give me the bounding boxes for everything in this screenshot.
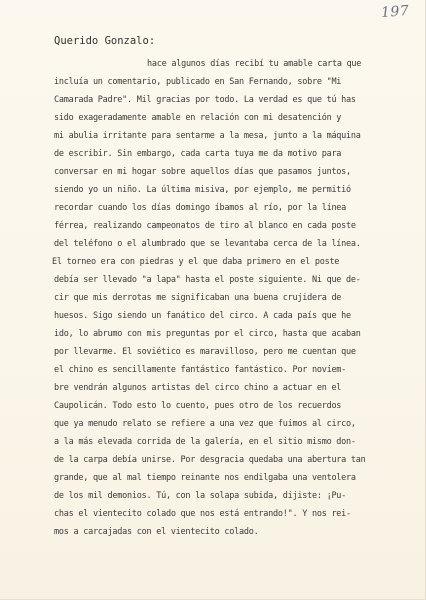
letter-line: sido exageradamente amable en relación con mi desatención y [54, 113, 342, 123]
letter-line: de la carpa debía unirse. Por desgracia quedaba una abertura tan [54, 455, 366, 465]
letter-line: incluía un comentario, publicado en San Fernando, sobre "Mi [54, 77, 342, 87]
letter-line: Caupolicán. Todo esto lo cuento, pues otro de los recuerdos [54, 401, 342, 411]
letter-line: chas el vientecito colado que nos está entrando!". Y nos rei- [54, 509, 351, 519]
letter-line: de escribir. Sin embargo, cada carta tuya me da motivo para [54, 149, 342, 159]
letter-line: bre vendrán algunos artistas del circo chino a actuar en el [54, 383, 342, 393]
letter-line: por llevarme. El soviético es maravilloso, pero me cuentan que [54, 347, 356, 357]
page-folio-number: 197 [380, 3, 410, 21]
letter-line: recordar cuando los días domingo íbamos al río, por la línea [54, 203, 347, 213]
letter-line: grande, que al mal tiempo reinante nos endilgaba una ventolera [54, 473, 356, 483]
letter-line: que ya menudo relato se refiere a una vez que fuimos al circo, [54, 419, 356, 429]
letter-line: a la más elevada corrida de la galería, en el sitio mismo don- [54, 437, 356, 447]
letter-body [54, 55, 418, 541]
letter-line: mi abulia irritante para sentarme a la mesa, junto a la máquina [54, 131, 361, 141]
letter-line: hace algunos días recibí tu amable carta que [147, 59, 362, 69]
letter-salutation: Querido Gonzalo: [54, 35, 156, 47]
letter-line: huesos. Sigo siendo un fanático del circo. A cada país que he [54, 311, 351, 321]
letter-line: de los mil demonios. Tú, con la solapa subida, dijiste: ¡Pu- [54, 491, 347, 501]
letter-line: debía ser llevado "a lapa" hasta el poste siguiente. Ni que de- [54, 275, 361, 285]
letter-line: siendo yo un niño. La última misiva, por ejemplo, me permitió [54, 185, 351, 195]
letter-line: cir que mis derrotas me significaban una buena crujidera de [54, 293, 342, 303]
letter-line: Camarada Padre". Mil gracias por todo. La verdad es que tú has [54, 95, 356, 105]
letter-line: del teléfono o el alumbrado que se levantaba cerca de la línea. [54, 239, 361, 249]
letter-line: férrea, realizando campeonatos de tiro al blanco en cada poste [54, 221, 356, 231]
letter-line: El torneo era con piedras y el que daba primero en el poste [52, 257, 340, 267]
letter-line: ido, lo abrumo con mis preguntas por el circo, hasta que acaban [54, 329, 361, 339]
letter-line: conversar en mi hogar sobre aquellos días que pasamos juntos, [54, 167, 351, 177]
letter-line: mos a carcajadas con el vientecito colado. [54, 527, 259, 537]
letter-line: el chino es sencillamente fantástico fantástico. Por noviem- [54, 365, 347, 375]
